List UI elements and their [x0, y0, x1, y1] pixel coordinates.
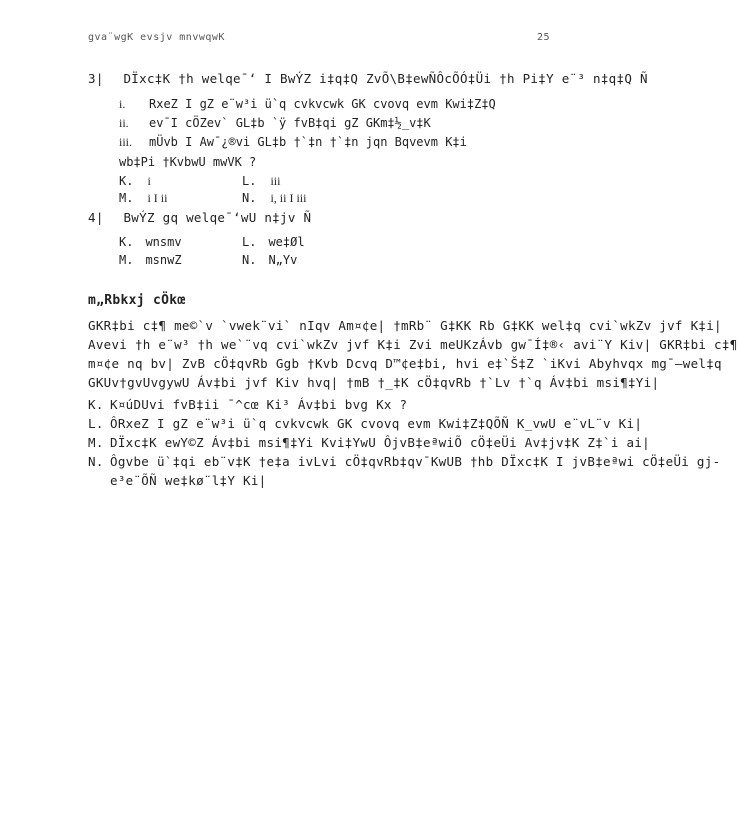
option-value: i, ii I iii	[270, 191, 307, 205]
option-value: iii	[270, 174, 281, 188]
statement-text: RxeZ I gZ e¨w³i ü`q cvkvcwk GK cvovq evm Kwi‡Z‡Q	[149, 97, 496, 111]
sub-question-text: Ôgvbe ü`‡qi eb¨v‡K †e‡a ivLvi cÖ‡qvRb‡qv¯KwUB †hb DÏxc‡K I jvB‡eªwi cÖ‡eÜi gj-	[110, 454, 721, 469]
sub-question-text: ÔRxeZ I gZ e¨w³i ü`q cvkvcwk GK cvovq evm Kwi‡Z‡QÕÑ K_vwU e¨vL¨v Ki|	[110, 416, 643, 431]
sub-question-n	[88, 454, 720, 469]
sub-question-m	[88, 435, 650, 450]
statement-numeral: i.	[119, 97, 126, 111]
option-n[interactable]	[242, 253, 297, 267]
option-value: we‡Øl	[268, 235, 305, 249]
sub-question-letter: L.	[88, 416, 104, 431]
option-l[interactable]	[242, 174, 280, 189]
question-stem: DÏxc‡K †h welqe¯‘ I BwÝZ i‡q‡Q ZvÕ\B‡ewÑÔcÕÓ‡Üi †h Pi‡Y e¨³ n‡q‡Q Ñ	[123, 71, 648, 86]
option-letter: N.	[242, 253, 257, 267]
question-stem: BwÝZ gq welqe¯‘wU n‡jv Ñ	[123, 210, 312, 225]
statement-numeral: ii.	[119, 116, 129, 130]
option-value: i I ii	[147, 191, 168, 205]
option-letter: K.	[119, 174, 134, 188]
option-value: wnsmv	[145, 235, 182, 249]
option-letter: L.	[242, 174, 257, 188]
option-value: i	[147, 174, 151, 188]
sub-question-k	[88, 397, 407, 412]
statement-numeral: iii.	[119, 135, 133, 149]
option-value: msnwZ	[145, 253, 182, 267]
question-number: 4|	[88, 210, 104, 225]
option-letter: M.	[119, 253, 134, 267]
option-letter: L.	[242, 235, 257, 249]
stimulus-line-3: m¤¢e nq bv| ZvB cÖ‡qvRb Ggb †Kvb Dcvq D™¢e‡bi, hvi e‡`Š‡Z `iKvi Abyhvqx mg¯—wel‡q	[88, 356, 722, 371]
option-letter: N.	[242, 191, 257, 205]
sub-question-n-continued: e³e¨ÕÑ we‡kø¨l‡Y Ki|	[110, 473, 267, 488]
option-value: N„Yv	[268, 253, 298, 267]
option-letter: M.	[119, 191, 134, 205]
section-heading: m„Rbkxj cÖkœ	[88, 293, 186, 308]
statement-1	[119, 97, 496, 112]
statement-3	[119, 135, 467, 150]
option-l[interactable]	[242, 235, 305, 249]
question-3	[88, 71, 648, 86]
option-k[interactable]	[119, 235, 182, 249]
question-prompt: wb‡Pi †KvbwU mwVK ?	[119, 155, 257, 169]
sub-question-text: K¤úDUvi fvB‡ii ¯^cœ Ki³ Áv‡bi bvg Kx ?	[110, 397, 408, 412]
statement-text: ev¯I cÖZev` GL‡b `ÿ fvB‡qi gZ GKm‡½_v‡K	[149, 116, 431, 130]
stimulus-line-1: GKR‡bi c‡¶ me©`v `vwek¨vi` nIqv Am¤¢e| †mRb¨ G‡KK Rb G‡KK wel‡q cvi`wkZv jvf K‡i|	[88, 318, 722, 333]
question-number: 3|	[88, 71, 104, 86]
question-4	[88, 210, 311, 225]
sub-question-letter: N.	[88, 454, 104, 469]
statement-text: mÜvb I Aw¯¿®vi GL‡b †`‡n †`‡n jqn Bqvevm K‡i	[149, 135, 467, 149]
option-letter: K.	[119, 235, 134, 249]
sub-question-letter: K.	[88, 397, 104, 412]
stimulus-line-2: Avevi †h e¨w³ †h we`¨vq cvi`wkZv jvf K‡i Zvi meUKzÁvb gw¯Í‡®‹ avi¨Y Kiv| GKR‡bi c‡¶	[88, 337, 738, 352]
sub-question-letter: M.	[88, 435, 104, 450]
sub-question-text: DÏxc‡K ewY©Z Áv‡bi msi¶‡Yi Kvi‡YwU ÔjvB‡eªwiÕ cÖ‡eÜi Av‡jv‡K Z‡`i ai|	[110, 435, 650, 450]
option-k[interactable]	[119, 174, 151, 189]
option-m[interactable]	[119, 191, 167, 206]
page-header-title: gva¨wgK evsjv mnvwqwK	[88, 32, 225, 43]
stimulus-line-4: GKUv†gvUvgywU Áv‡bi jvf Kiv hvq| †mB †_‡K cÖ‡qvRb †`Lv †`q Áv‡bi msi¶‡Yi|	[88, 375, 660, 390]
option-m[interactable]	[119, 253, 182, 267]
page-number: 25	[536, 32, 550, 43]
statement-2	[119, 116, 431, 131]
sub-question-l	[88, 416, 642, 431]
option-n[interactable]	[242, 191, 306, 206]
